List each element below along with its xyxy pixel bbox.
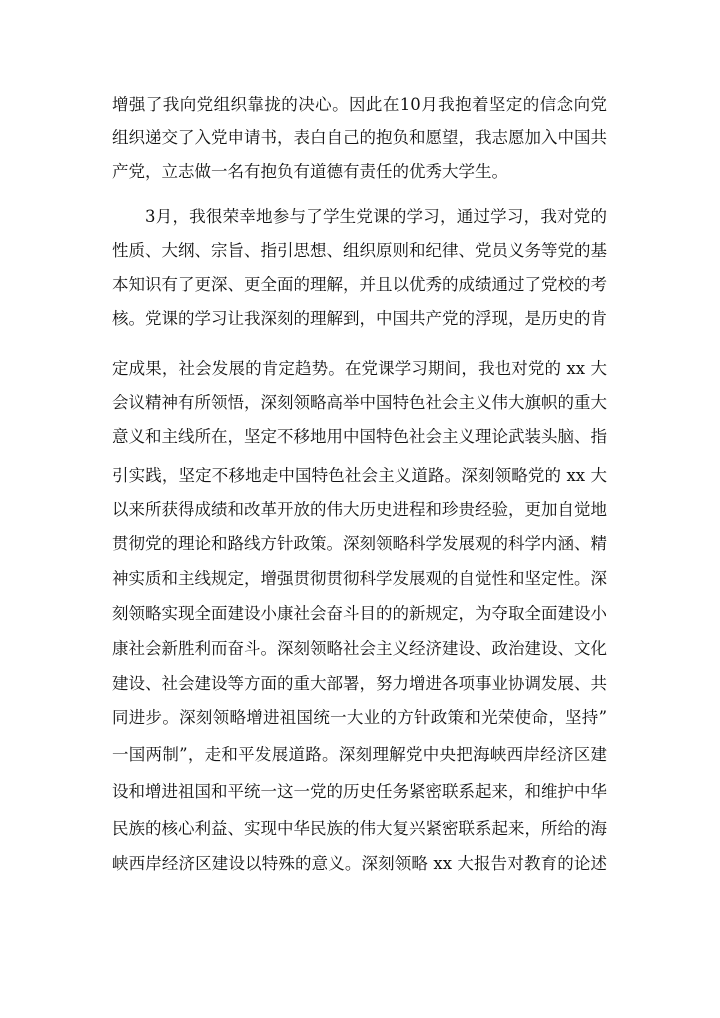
paragraph-line: 刻领略实现全面建设小康社会奋斗目的的新规定，为夺取全面建设小 <box>112 604 607 623</box>
paragraph-line: 会议精神有所领悟，深刻领略高举中国特色社会主义伟大旗帜的重大 <box>112 393 607 412</box>
paragraph-line: 神实质和主线规定，增强贯彻贯彻科学发展观的自觉性和坚定性。深 <box>112 569 607 588</box>
paragraph-line: 本知识有了更深、更全面的理解，并且以优秀的成绩通过了党校的考 <box>112 275 607 294</box>
paragraph-line: 组织递交了入党申请书，表白自己的抱负和愿望，我志愿加入中国共 <box>112 128 607 147</box>
paragraph-line <box>112 884 607 918</box>
paragraph-line: 同进步。深刻领略增进祖国统一大业的方针政策和光荣使命，坚持” <box>112 708 607 727</box>
paragraph-line: 产党，立志做一名有抱负有道德有责任的优秀大学生。 <box>112 162 508 181</box>
paragraph-line: 核。党课的学习让我深刻的理解到，中国共产党的浮现，是历史的肯 <box>112 309 607 328</box>
paragraph-line: 增强了我向党组织靠拢的决心。因此在10月我抱着坚定的信念向党 <box>112 95 607 114</box>
paragraph-line: 定成果，社会发展的肯定趋势。在党课学习期间，我也对党的 xx 大 <box>112 359 607 378</box>
paragraph-line: 性质、大纲、宗旨、指引思想、组织原则和纪律、党员义务等党的基 <box>112 241 607 260</box>
paragraph-line: 以来所获得成绩和改革开放的伟大历史进程和珍贵经验，更加自觉地 <box>112 500 607 519</box>
paragraph-line: 3月，我很荣幸地参与了学生党课的学习，通过学习，我对党的 <box>145 207 607 226</box>
paragraph-line: 康社会新胜利而奋斗。深刻领略社会主义经济建设、政治建设、文化 <box>112 639 607 658</box>
paragraph-line: 峡西岸经济区建设以特殊的意义。深刻领略 xx 大报告对教育的论述 <box>112 854 607 873</box>
paragraph-line: 意义和主线所在，坚定不移地用中国特色社会主义理论武装头脑、指 <box>112 427 607 446</box>
paragraph-line: 建设、社会建设等方面的重大部署，努力增进各项事业协调发展、共 <box>112 674 607 693</box>
paragraph-line: 设和增进祖国和平统一这一党的历史任务紧密联系起来，和维护中华 <box>112 782 607 801</box>
paragraph-line: 引实践，坚定不移地走中国特色社会主义道路。深刻领略党的 xx 大 <box>112 466 607 485</box>
paragraph-line: 民族的核心利益、实现中华民族的伟大复兴紧密联系起来，所给的海 <box>112 819 607 838</box>
paragraph-line: 一国两制”，走和平发展道路。深刻理解党中央把海峡西岸经济区建 <box>112 745 607 764</box>
paragraph-line: 贯彻党的理论和路线方针政策。深刻领略科学发展观的科学内涵、精 <box>112 534 607 553</box>
